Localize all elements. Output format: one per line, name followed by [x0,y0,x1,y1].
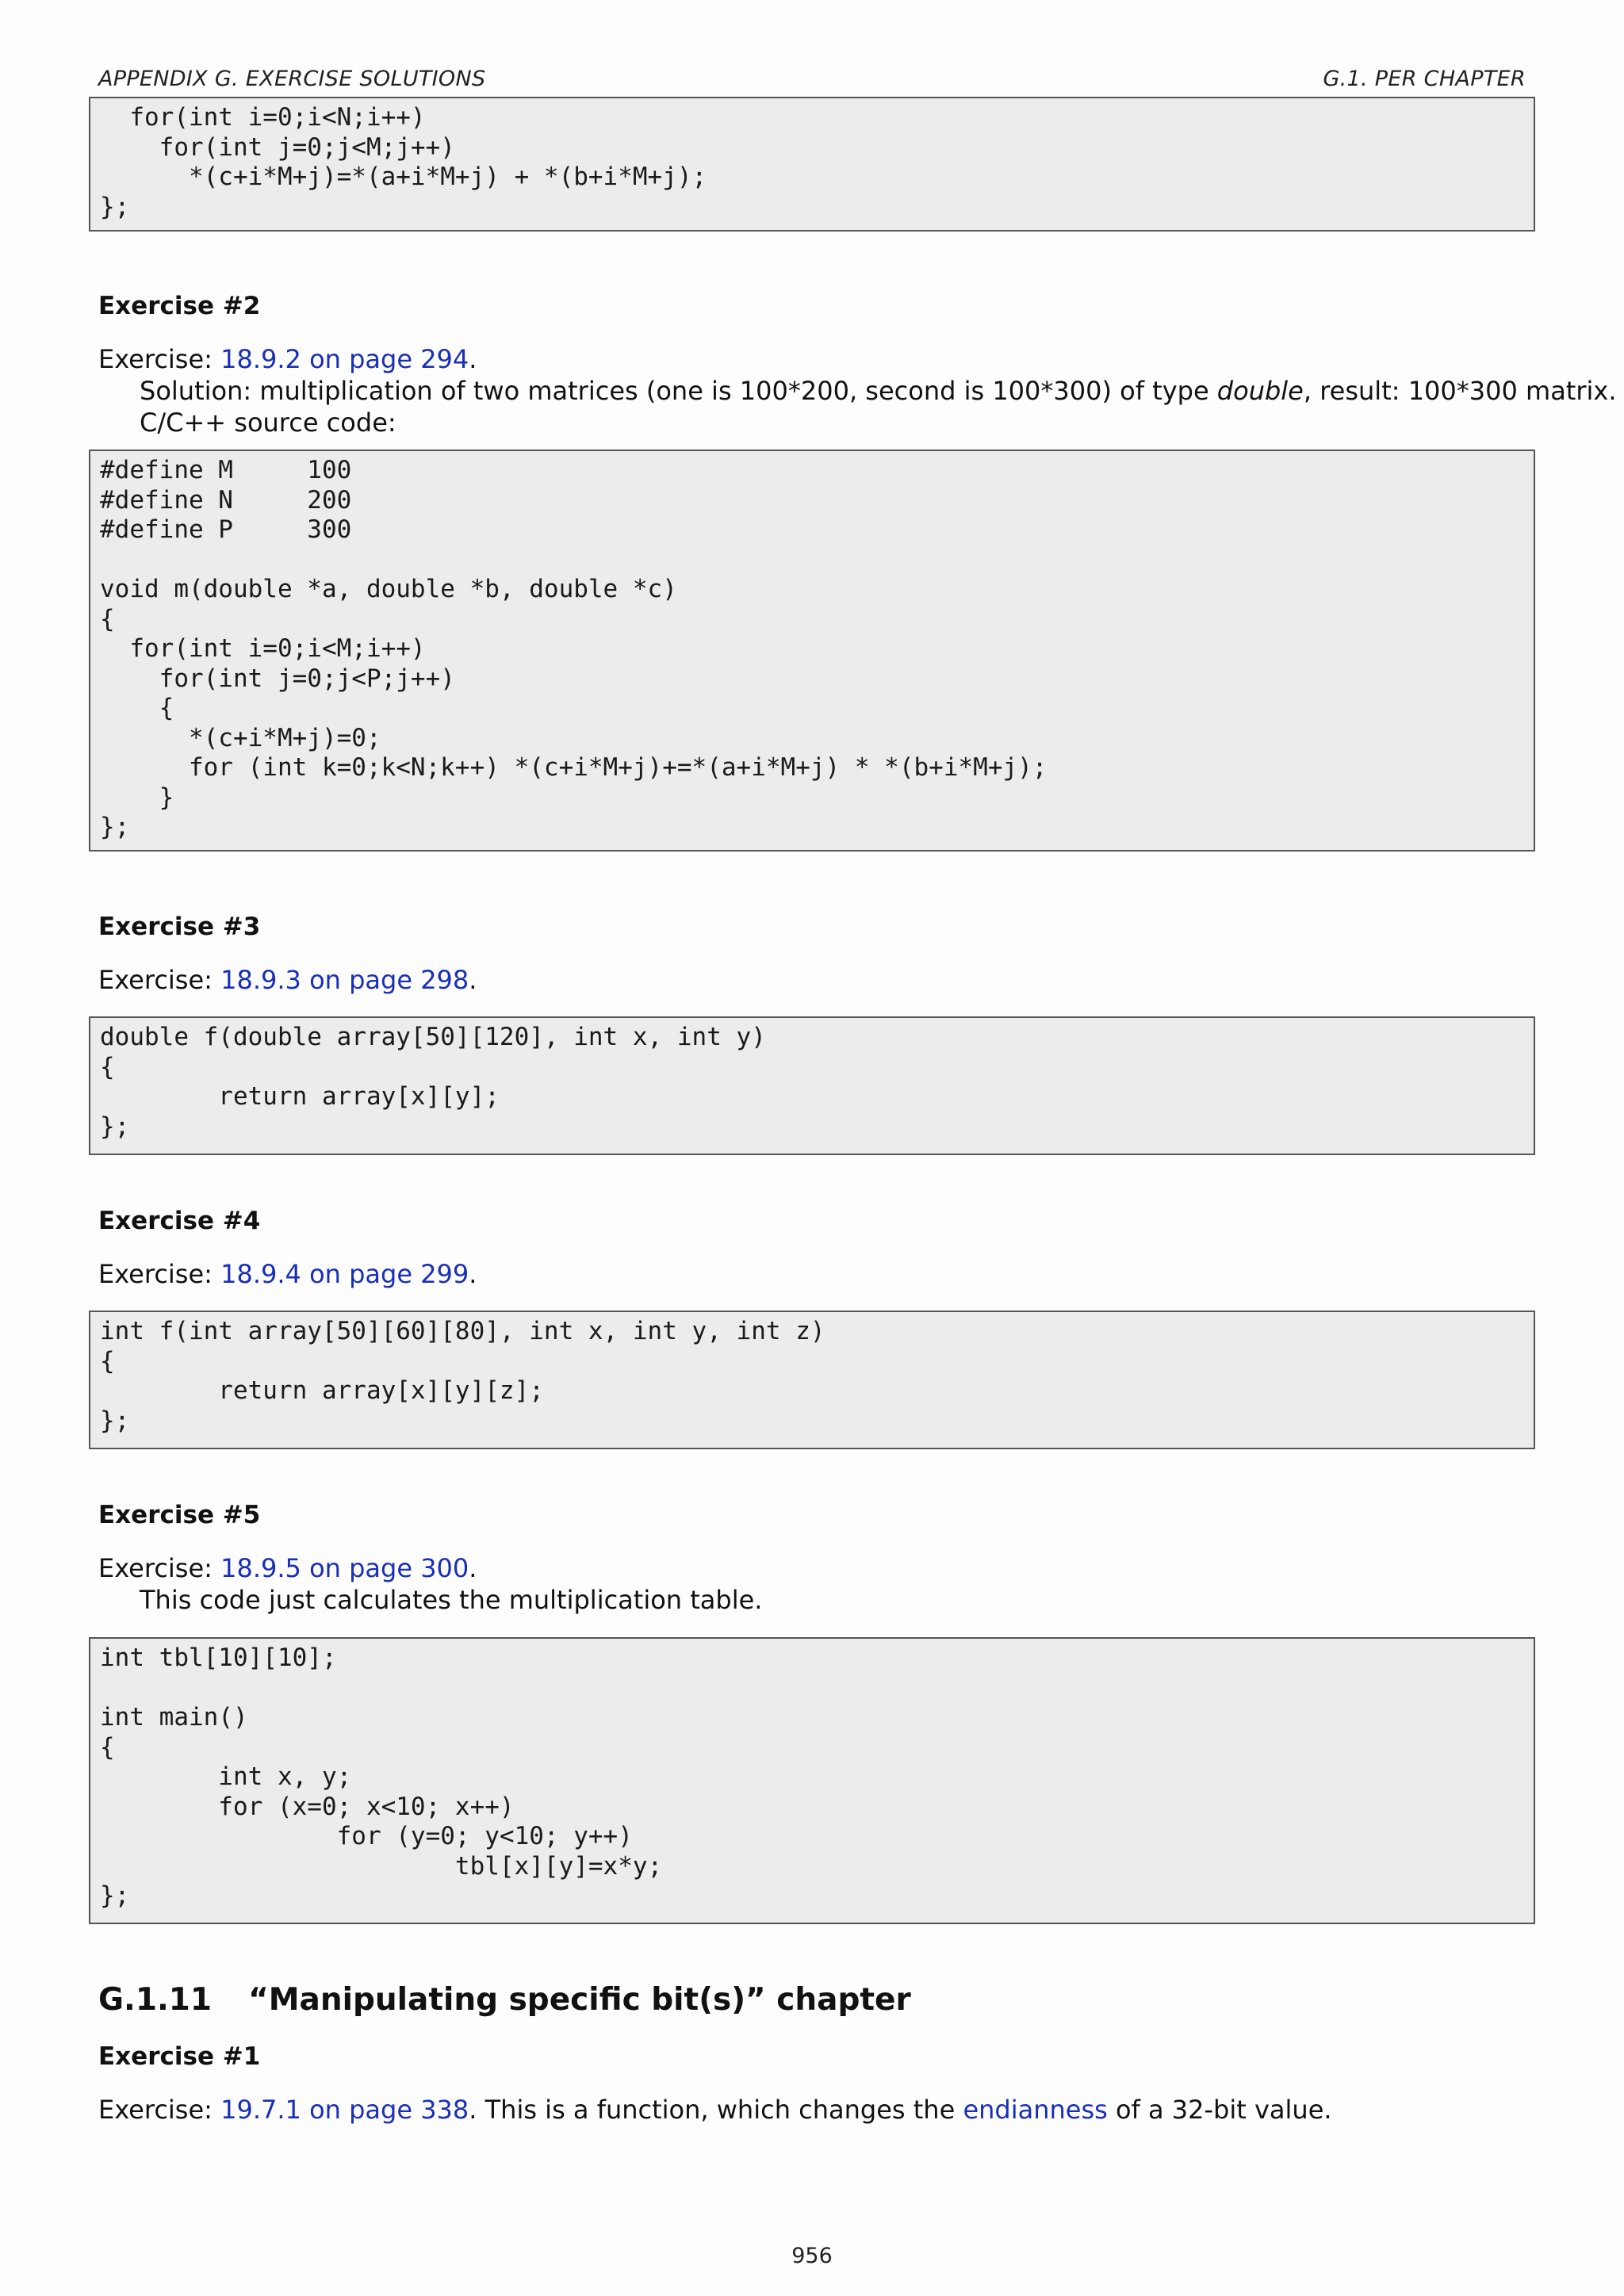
code-block-exercise-4: int f(int array[50][60][80], int x, int y, int z) { return array[x][y][z]; }; [89,1311,1535,1449]
exercise-label: Exercise: [98,1553,221,1583]
running-header-left: APPENDIX G. EXERCISE SOLUTIONS [98,67,486,91]
endianness-link[interactable]: endianness [963,2095,1108,2125]
exercise-5-link[interactable]: 18.9.5 on page 300 [220,1553,469,1583]
period: . [469,1553,477,1583]
exercise-2-reference [98,344,477,374]
source-code-label: C/C++ source code: [140,408,396,438]
exercise-4-link[interactable]: 18.9.4 on page 299 [220,1259,469,1289]
section-exercise-1-link[interactable]: 19.7.1 on page 338 [220,2095,469,2125]
exercise-3-reference [98,965,477,995]
page-number: 956 [791,2244,833,2268]
exercise-2-heading: Exercise #2 [98,292,261,320]
exercise-5-heading: Exercise #5 [98,1501,261,1529]
section-number: G.1.11 [98,1982,213,2018]
section-heading [98,1982,911,2018]
exercise-label: Exercise: [98,2095,221,2125]
exercise-4-heading: Exercise #4 [98,1207,261,1235]
reference-text-end: of a 32-bit value. [1107,2095,1332,2125]
section-exercise-1-reference [98,2095,1332,2125]
solution-type-emphasis: double [1216,376,1304,406]
exercise-2-solution [140,376,1617,406]
code-block-exercise-5: int tbl[10][10]; int main() { int x, y; for (x=0; x<10; x++) for (y=0; y<10; y++) tbl[x][y]=x*y; }; [89,1637,1535,1924]
solution-text: Solution: multiplication of two matrices (one is 100*200, second is 100*300) of type [140,376,1217,406]
exercise-5-reference [98,1553,477,1583]
code-block-exercise-2: #define M 100 #define N 200 #define P 300 void m(double *a, double *b, double *c) { for(int i=0;i<M;i++) for(int j=0;j<P;j++) { *(c+i*M+j)=0; for (int k=0;k<N;k++) *(c+i*M+j)+=*(a+i*M+j) * *(b+i*M+j); } }; [89,450,1535,851]
code-block-continued: for(int i=0;i<N;i++) for(int j=0;j<M;j++) *(c+i*M+j)=*(a+i*M+j) + *(b+i*M+j); }; [89,97,1535,232]
exercise-label: Exercise: [98,1259,221,1289]
exercise-4-reference [98,1259,477,1289]
exercise-5-note: This code just calculates the multiplication table. [140,1585,763,1615]
section-exercise-1-heading: Exercise #1 [98,2042,261,2071]
exercise-2-link[interactable]: 18.9.2 on page 294 [220,344,469,374]
period: . [469,965,477,995]
period: . [469,344,477,374]
reference-text: . This is a function, which changes the [469,2095,963,2125]
exercise-label: Exercise: [98,344,221,374]
exercise-label: Exercise: [98,965,221,995]
exercise-3-link[interactable]: 18.9.3 on page 298 [220,965,469,995]
period: . [469,1259,477,1289]
running-header-right: G.1. PER CHAPTER [1323,67,1526,91]
solution-text-end: , result: 100*300 matrix. [1303,376,1617,406]
exercise-3-heading: Exercise #3 [98,913,261,941]
section-title: “Manipulating specific bit(s)” chapter [248,1982,911,2018]
code-block-exercise-3: double f(double array[50][120], int x, int y) { return array[x][y]; }; [89,1016,1535,1155]
